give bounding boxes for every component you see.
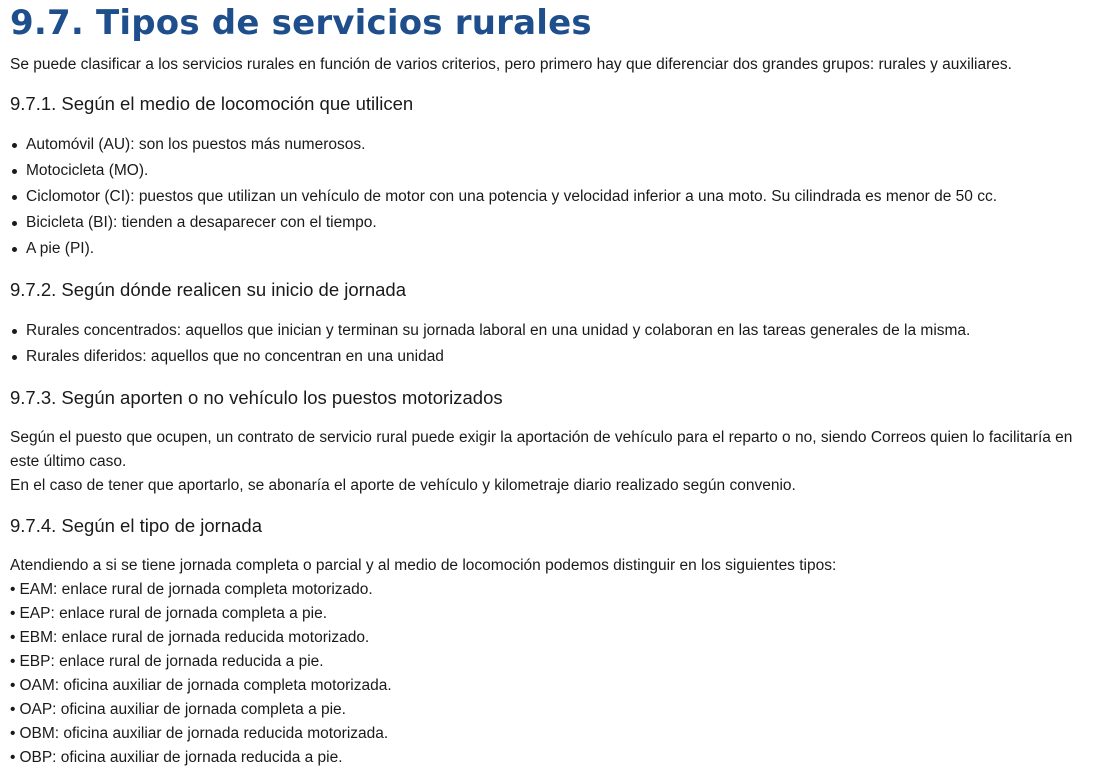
list-item [10, 626, 1101, 650]
list-item-text: OAM: oficina auxiliar de jornada completa motorizada. [19, 677, 392, 694]
list-item [10, 602, 1101, 626]
bullet-glyph: • [10, 701, 16, 718]
list-item: A pie (PI). [26, 236, 1101, 262]
list-item: Automóvil (AU): son los puestos más numerosos. [26, 132, 1101, 158]
intro-paragraph: Se puede clasificar a los servicios rurales en función de varios criterios, pero primero hay que diferenciar dos grandes grupos: rurales y auxiliares. [10, 56, 1012, 73]
tipo-jornada-lead: Atendiendo a si se tiene jornada completa o parcial y al medio de locomoción podemos distinguir en los siguientes tipos: [10, 557, 837, 574]
list-item-text: EAP: enlace rural de jornada completa a pie. [19, 605, 328, 622]
bullet-glyph: • [10, 725, 16, 742]
paragraph-line: Según el puesto que ocupen, un contrato de servicio rural puede exigir la aportación de vehículo para el reparto o no, siendo Correos quien lo facilitaría en este último caso. [10, 429, 1073, 470]
list-item-text: OBP: oficina auxiliar de jornada reducida a pie. [19, 749, 343, 766]
tipo-jornada-list [10, 578, 1101, 770]
list-item: Rurales concentrados: aquellos que inician y terminan su jornada laboral en una unidad y colaboran en las tareas generales de la misma. [26, 318, 1101, 344]
list-item-text: EAM: enlace rural de jornada completa motorizado. [19, 581, 373, 598]
bullet-glyph: • [10, 581, 16, 598]
list-item: Bicicleta (BI): tienden a desaparecer con el tiempo. [26, 210, 1101, 236]
bullet-glyph: • [10, 677, 16, 694]
vehiculo-paragraph [10, 426, 1101, 498]
list-item-text: EBM: enlace rural de jornada reducida motorizado. [19, 629, 370, 646]
page-title: 9.7. Tipos de servicios rurales [10, 3, 592, 43]
list-item-text: OBM: oficina auxiliar de jornada reducida motorizada. [19, 725, 389, 742]
paragraph-line: En el caso de tener que aportarlo, se abonaría el aporte de vehículo y kilometraje diario realizado según convenio. [10, 477, 796, 494]
tipo-jornada-block [10, 554, 1101, 770]
list-item-text: OAP: oficina auxiliar de jornada completa a pie. [19, 701, 346, 718]
section-heading-vehiculo: 9.7.3. Según aporten o no vehículo los puestos motorizados [10, 387, 503, 408]
list-item [10, 578, 1101, 602]
list-item [10, 722, 1101, 746]
bullet-glyph: • [10, 629, 16, 646]
inicio-jornada-list [10, 318, 1101, 370]
locomocion-list [10, 132, 1101, 262]
list-item: Rurales diferidos: aquellos que no concentran en una unidad [26, 344, 1101, 370]
bullet-glyph: • [10, 749, 16, 766]
list-item [10, 746, 1101, 770]
list-item: Motocicleta (MO). [26, 158, 1101, 184]
section-heading-tipo-jornada: 9.7.4. Según el tipo de jornada [10, 515, 262, 536]
section-heading-inicio-jornada: 9.7.2. Según dónde realicen su inicio de jornada [10, 279, 406, 300]
bullet-glyph: • [10, 653, 16, 670]
list-item [10, 650, 1101, 674]
section-heading-locomocion: 9.7.1. Según el medio de locomoción que utilicen [10, 93, 414, 114]
list-item [10, 698, 1101, 722]
list-item: Ciclomotor (CI): puestos que utilizan un vehículo de motor con una potencia y velocidad inferior a una moto. Su cilindrada es menor de 50 cc. [26, 184, 1101, 210]
bullet-glyph: • [10, 605, 16, 622]
list-item [10, 674, 1101, 698]
list-item-text: EBP: enlace rural de jornada reducida a pie. [19, 653, 324, 670]
